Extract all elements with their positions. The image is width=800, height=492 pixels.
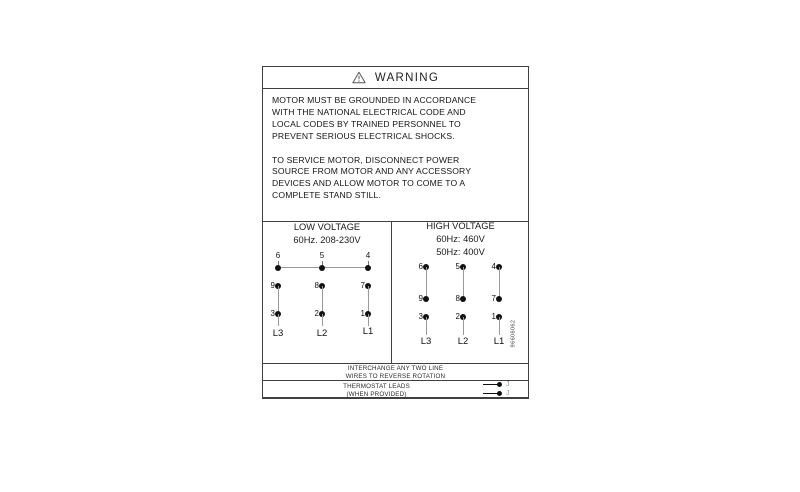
terminal-dot xyxy=(275,265,281,271)
warning-line: MOTOR MUST BE GROUNDED IN ACCORDANCE xyxy=(272,95,477,105)
rotation-note-line-2: WIRES TO REVERSE ROTATION xyxy=(345,373,446,380)
lv-terminal-2: 2 xyxy=(314,309,319,318)
warning-paragraph-1 xyxy=(272,95,522,143)
lv-terminal-3: 3 xyxy=(270,309,275,318)
warning-line: DEVICES AND ALLOW MOTOR TO COME TO A xyxy=(272,178,466,189)
rotation-note xyxy=(263,363,528,381)
low-voltage-subtitle: 60Hz. 208-230V xyxy=(293,235,361,245)
hv-terminal-2: 2 xyxy=(455,312,460,321)
lv-terminal-9: 9 xyxy=(270,281,275,290)
lv-terminal-6: 6 xyxy=(275,251,281,260)
thermostat-note-line-1: THERMOSTAT LEADS xyxy=(343,382,410,390)
connector-line xyxy=(463,267,464,299)
thermostat-lead-symbol: J xyxy=(506,390,510,397)
connector-line xyxy=(499,267,500,299)
high-voltage-subtitle-60hz: 60Hz: 460V xyxy=(436,234,485,244)
lv-line-label-l2: L2 xyxy=(316,328,328,339)
terminal-dot xyxy=(460,296,466,302)
warning-text xyxy=(272,95,522,202)
hv-terminal-7: 7 xyxy=(491,294,496,303)
hv-line-label-l1: L1 xyxy=(493,336,505,347)
thermostat-lead-terminal-dot xyxy=(497,382,502,387)
connector-line xyxy=(463,317,464,335)
hv-terminal-6: 6 xyxy=(418,262,423,271)
connector-line xyxy=(278,314,279,326)
rotation-note-line-1: INTERCHANGE ANY TWO LINE xyxy=(347,365,444,372)
thermostat-note-line-2: (WHEN PROVIDED) xyxy=(346,391,407,398)
terminal-dot xyxy=(365,265,371,271)
connector-line xyxy=(499,317,500,335)
hv-terminal-5: 5 xyxy=(455,262,460,271)
hv-terminal-3: 3 xyxy=(418,312,423,321)
low-voltage-title: LOW VOLTAGE xyxy=(293,222,361,232)
hv-terminal-1: 1 xyxy=(491,312,496,321)
connector-line xyxy=(322,286,323,314)
hv-line-label-l2: L2 xyxy=(457,336,469,347)
lv-terminal-1: 1 xyxy=(360,309,365,318)
warning-title: WARNING xyxy=(374,71,440,84)
hv-line-label-l3: L3 xyxy=(420,336,432,347)
warning-header xyxy=(263,67,528,89)
hv-terminal-8: 8 xyxy=(455,294,460,303)
terminal-dot xyxy=(496,296,502,302)
lv-terminal-5: 5 xyxy=(319,251,325,260)
connector-line xyxy=(368,286,369,314)
hv-terminal-9: 9 xyxy=(418,294,423,303)
lv-terminal-7: 7 xyxy=(360,281,365,290)
warning-paragraph-2 xyxy=(272,155,522,203)
terminal-dot xyxy=(423,296,429,302)
lv-line-label-l1: L1 xyxy=(362,326,374,337)
connector-line xyxy=(278,286,279,314)
warning-line: PREVENT SERIOUS ELECTRICAL SHOCKS. xyxy=(272,130,455,141)
warning-line: TO SERVICE MOTOR, DISCONNECT POWER xyxy=(272,154,460,165)
warning-line: COMPLETE STAND STILL. xyxy=(272,190,382,201)
high-voltage-subtitle-50hz: 50Hz: 400V xyxy=(436,247,485,257)
connector-line xyxy=(368,314,369,326)
warning-line: SOURCE FROM MOTOR AND ANY ACCESSORY xyxy=(272,166,472,177)
hv-terminal-4: 4 xyxy=(491,262,496,271)
connector-line xyxy=(322,314,323,326)
warning-line: LOCAL CODES BY TRAINED PERSONNEL TO xyxy=(272,118,461,129)
warning-triangle-icon xyxy=(352,71,366,84)
warning-line: WITH THE NATIONAL ELECTRICAL CODE AND xyxy=(272,106,466,117)
connector-line xyxy=(426,267,427,299)
lv-terminal-4: 4 xyxy=(365,251,371,260)
terminal-dot xyxy=(319,265,325,271)
thermostat-lead-terminal-dot xyxy=(497,391,502,396)
connector-line xyxy=(426,317,427,335)
high-voltage-title: HIGH VOLTAGE xyxy=(426,221,495,231)
part-number: 96606062 xyxy=(510,319,517,348)
lv-terminal-8: 8 xyxy=(314,281,319,290)
motor-wiring-label xyxy=(262,66,529,399)
lv-line-label-l3: L3 xyxy=(272,328,284,339)
thermostat-lead-symbol: J xyxy=(506,381,510,388)
